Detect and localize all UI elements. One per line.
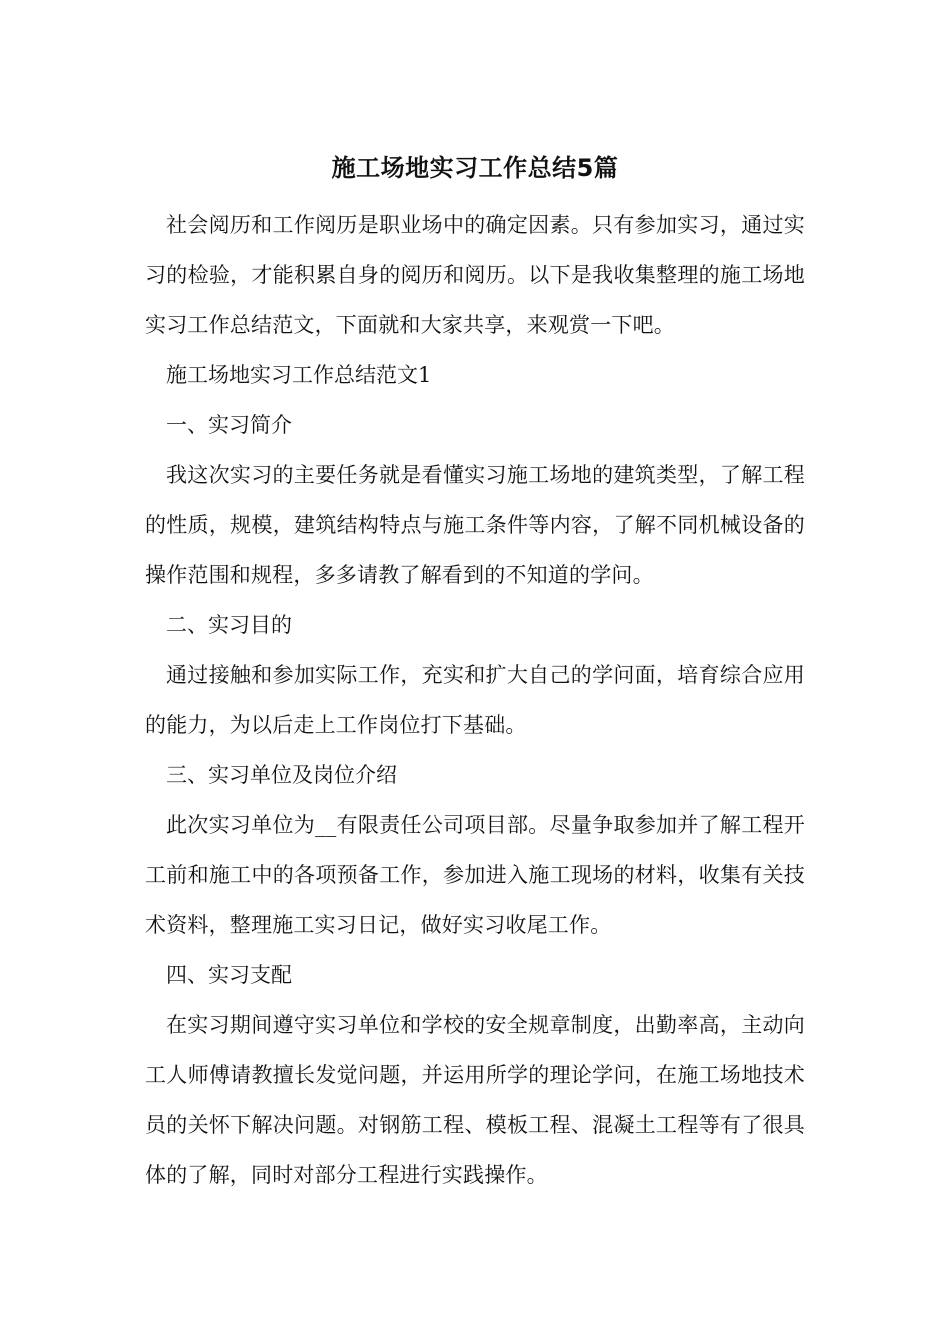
section-heading-unit: 三、实习单位及岗位介绍 xyxy=(166,763,397,787)
section-body-intro: 我这次实习的主要任务就是看懂实习施工场地的建筑类型，了解工程的性质，规模，建筑结构特点与施工条件等内容，了解不同机械设备的操作范围和规程，多多请教了解看到的不知道的学问。 xyxy=(145,463,805,587)
sample-heading: 施工场地实习工作总结范文1 xyxy=(166,363,432,387)
section-body-purpose: 通过接触和参加实际工作，充实和扩大自己的学问面，培育综合应用的能力，为以后走上工作岗位打下基础。 xyxy=(145,663,805,737)
section-body-arrangement: 在实习期间遵守实习单位和学校的安全规章制度，出勤率高，主动向工人师傅请教擅长发觉问题，并运用所学的理论学问，在施工场地技术员的关怀下解决问题。对钢筋工程、模板工程、混凝土工程等有了很具体的了解，同时对部分工程进行实践操作。 xyxy=(145,1013,805,1187)
document-body xyxy=(145,200,805,1200)
section-heading-purpose: 二、实习目的 xyxy=(166,613,292,637)
intro-paragraph: 社会阅历和工作阅历是职业场中的确定因素。只有参加实习，通过实习的检验，才能积累自身的阅历和阅历。以下是我收集整理的施工场地实习工作总结范文，下面就和大家共享，来观赏一下吧。 xyxy=(145,213,805,337)
document-title: 施工场地实习工作总结5篇 xyxy=(331,154,619,182)
section-heading-arrangement: 四、实习支配 xyxy=(166,963,292,987)
section-heading-intro: 一、实习简介 xyxy=(166,413,292,437)
section-body-unit: 此次实习单位为__有限责任公司项目部。尽量争取参加并了解工程开工前和施工中的各项预备工作，参加进入施工现场的材料，收集有关技术资料，整理施工实习日记，做好实习收尾工作。 xyxy=(145,813,805,937)
